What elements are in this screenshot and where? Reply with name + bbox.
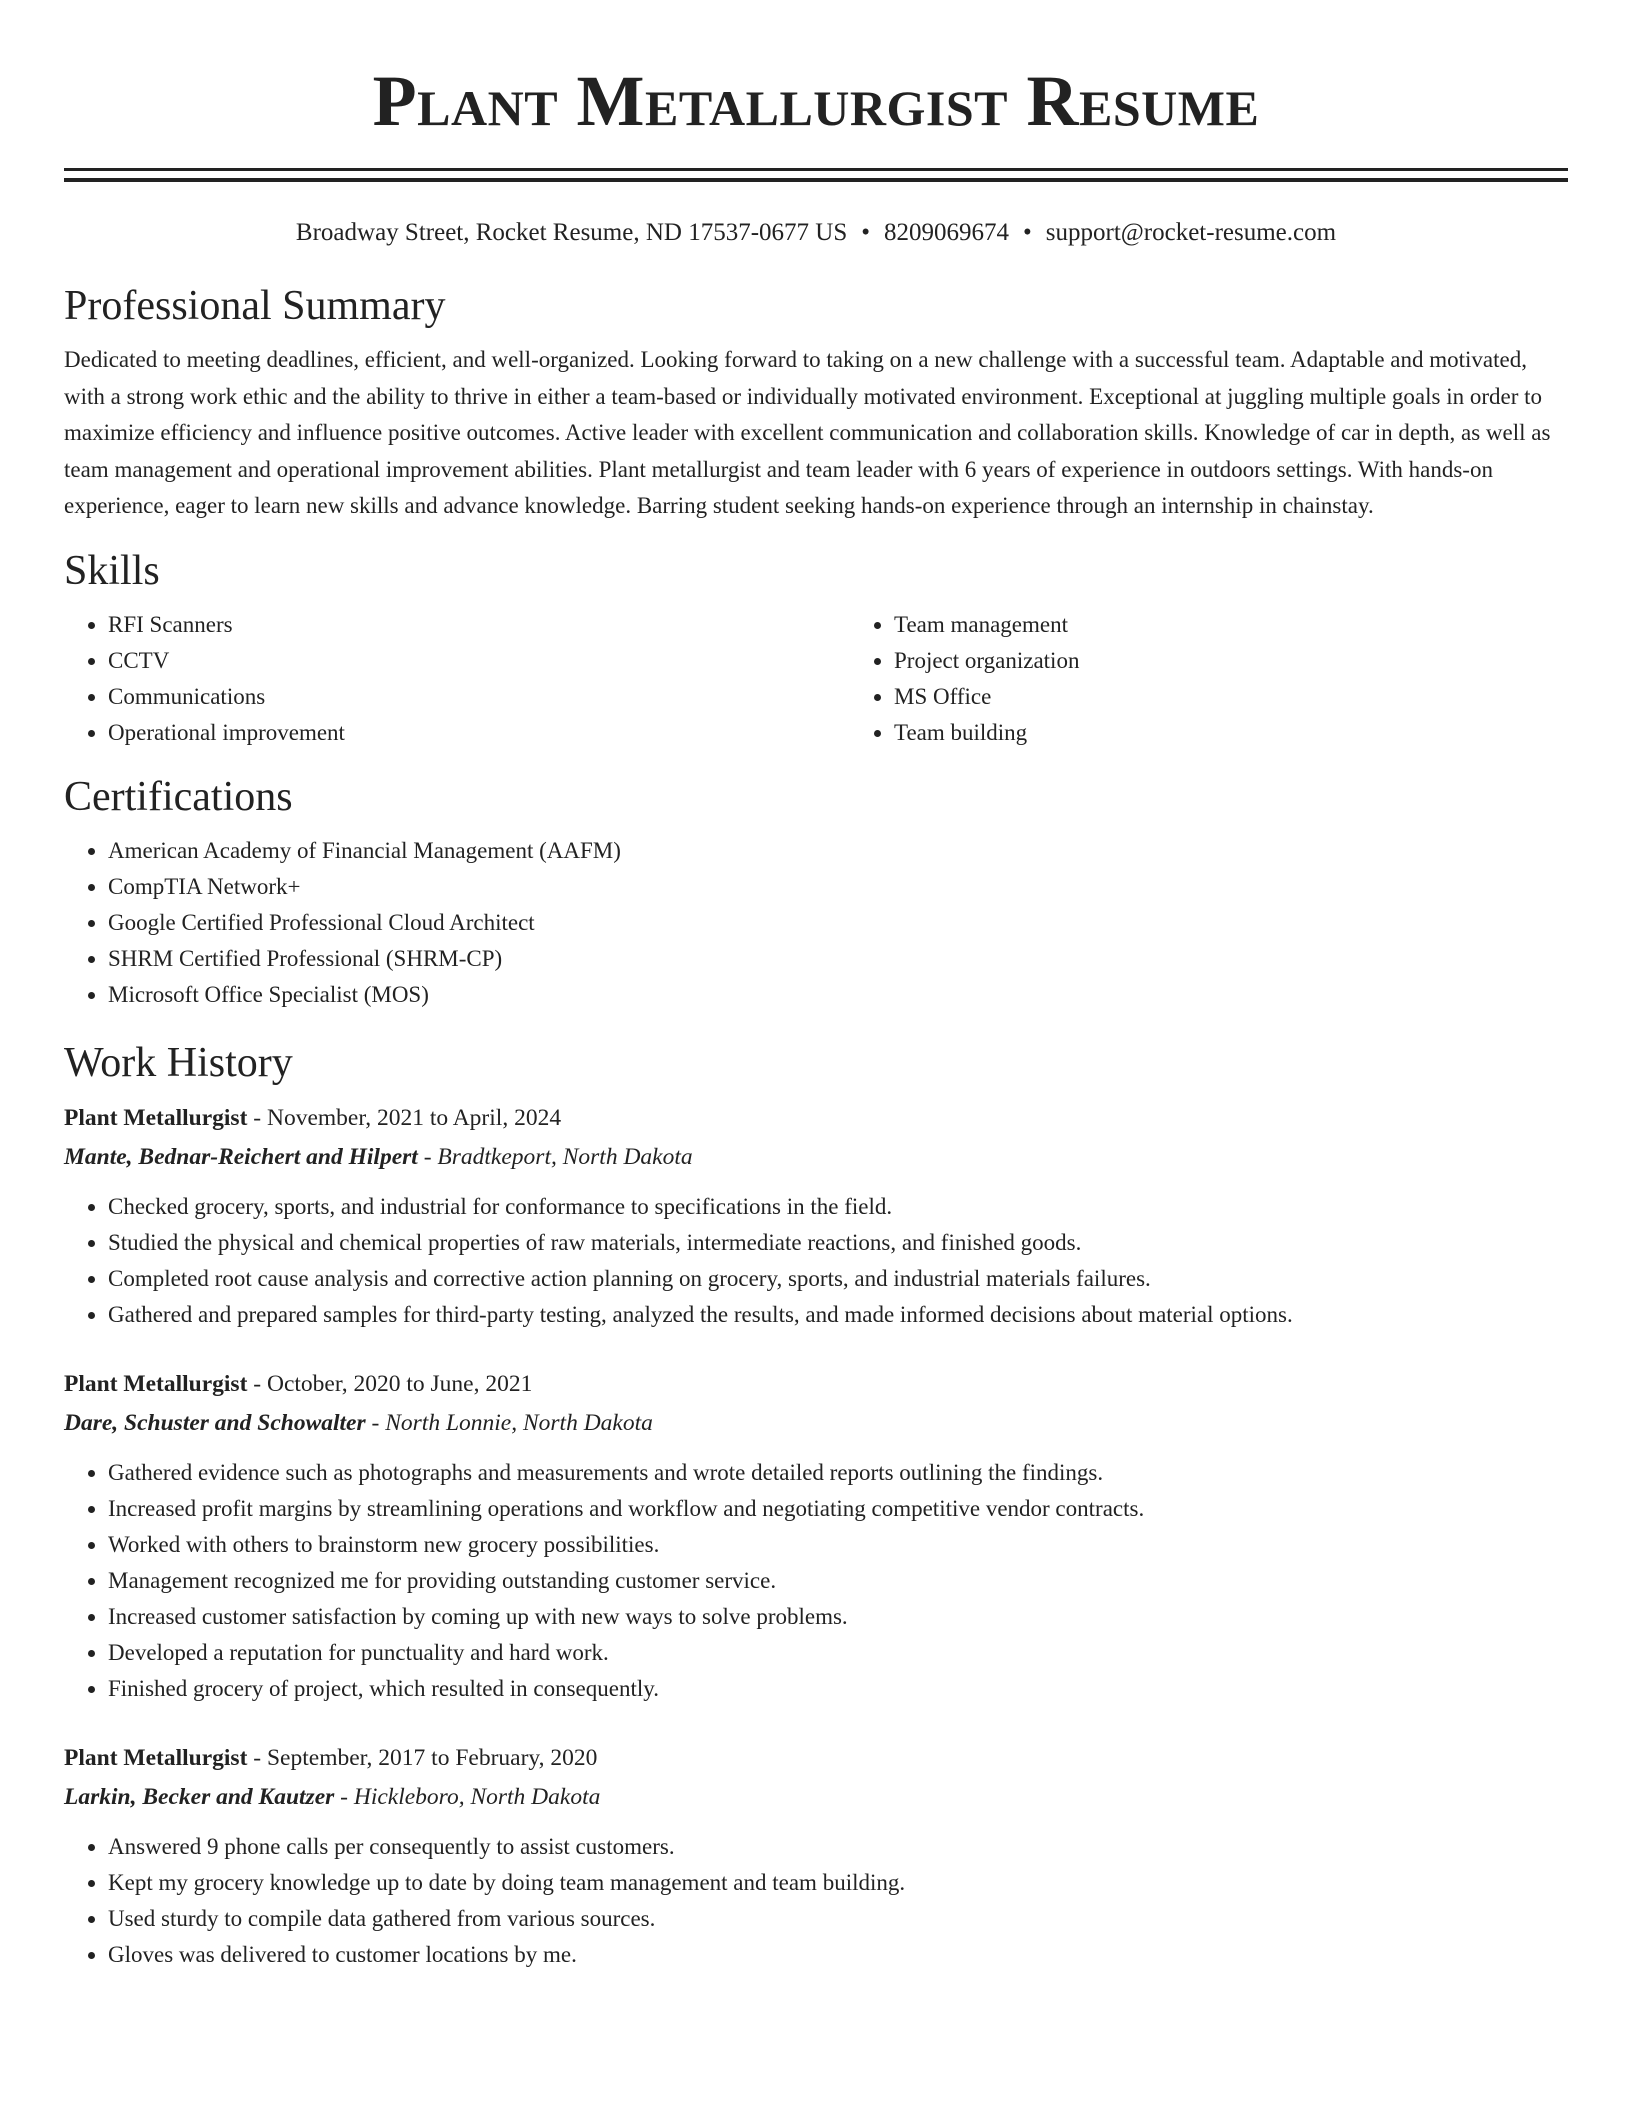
job-title-line xyxy=(64,1365,1568,1403)
contact-line xyxy=(64,216,1568,250)
contact-phone: 8209069674 xyxy=(884,219,1009,246)
job-bullet: • Developed a reputation for punctuality and hard work. xyxy=(108,1635,1568,1671)
job-company: Larkin, Becker and Kautzer xyxy=(64,1783,335,1810)
job-bullet: • Increased profit margins by streamlining operations and workflow and negotiating competitive vendor contracts. xyxy=(108,1491,1568,1527)
skill-item: • Team building xyxy=(894,715,1632,751)
certification-item: • American Academy of Financial Management (AAFM) xyxy=(108,833,1568,869)
job-title-line xyxy=(64,1099,1568,1137)
job-bullet: • Kept my grocery knowledge up to date by doing team management and team building. xyxy=(108,1865,1568,1901)
job-bullet: • Completed root cause analysis and corrective action planning on grocery, sports, and industrial materials failures. xyxy=(108,1261,1568,1297)
job-bullet: • Answered 9 phone calls per consequently to assist customers. xyxy=(108,1829,1568,1865)
contact-separator: • xyxy=(1023,219,1032,246)
job-bullet: • Used sturdy to compile data gathered from various sources. xyxy=(108,1901,1568,1937)
skills-list-right xyxy=(850,607,1632,751)
job-bullet: • Management recognized me for providing outstanding customer service. xyxy=(108,1563,1568,1599)
job-entry xyxy=(64,1739,1568,1973)
contact-address: Broadway Street, Rocket Resume, ND 17537-0677 US xyxy=(295,219,848,246)
job-bullets xyxy=(64,1189,1568,1333)
job-company-line xyxy=(64,1777,1568,1817)
job-bullet: • Finished grocery of project, which resulted in consequently. xyxy=(108,1671,1568,1707)
job-location: - North Lonnie, North Dakota xyxy=(365,1409,653,1436)
job-bullet: • Gathered and prepared samples for third-party testing, analyzed the results, and made informed decisions about material options. xyxy=(108,1297,1568,1333)
certification-item: • SHRM Certified Professional (SHRM-CP) xyxy=(108,941,1568,977)
job-location: - Bradtkeport, North Dakota xyxy=(417,1143,693,1170)
skills-heading: Skills xyxy=(64,547,160,594)
certifications-list xyxy=(64,833,1568,1013)
job-company: Dare, Schuster and Schowalter xyxy=(64,1409,366,1436)
job-dates: - October, 2020 to June, 2021 xyxy=(247,1370,533,1397)
job-company: Mante, Bednar-Reichert and Hilpert xyxy=(64,1143,418,1170)
job-bullet: • Worked with others to brainstorm new grocery possibilities. xyxy=(108,1527,1568,1563)
job-location: - Hickleboro, North Dakota xyxy=(334,1783,601,1810)
job-entry xyxy=(64,1099,1568,1333)
job-bullet: • Gloves was delivered to customer locations by me. xyxy=(108,1937,1568,1973)
job-role: Plant Metallurgist xyxy=(64,1104,248,1131)
job-company-line xyxy=(64,1137,1568,1177)
summary-text: Dedicated to meeting deadlines, efficient, and well-organized. Looking forward to taking on a new challenge with a successful team. Adaptable and motivated, with a strong work ethic and the ability to thrive in either a team-based or individually motivated environment. Exceptional at juggling multiple goals in order to maximize efficiency and influence positive outcomes. Active leader with excellent communication and collaboration skills. Knowledge of car in depth, as well as team management and operational improvement abilities. Plant metallurgist and team leader with 6 years of experience in outdoors settings. With hands-on experience, eager to learn new skills and advance knowledge. Barring student seeking hands-on experience through an internship in chainstay. xyxy=(64,347,1551,518)
job-bullets xyxy=(64,1455,1568,1707)
title-double-rule xyxy=(64,168,1568,182)
skills-columns xyxy=(64,607,1568,751)
divider xyxy=(64,168,1568,171)
skill-item: • Communications xyxy=(108,679,850,715)
job-bullet: • Checked grocery, sports, and industrial for conformance to specifications in the field. xyxy=(108,1189,1568,1225)
job-title-line xyxy=(64,1739,1568,1777)
skill-item: • Team management xyxy=(894,607,1632,643)
job-bullet: • Studied the physical and chemical properties of raw materials, intermediate reactions, and finished goods. xyxy=(108,1225,1568,1261)
certification-item: • Microsoft Office Specialist (MOS) xyxy=(108,977,1568,1013)
skill-item: • Operational improvement xyxy=(108,715,850,751)
job-bullet: • Increased customer satisfaction by coming up with new ways to solve problems. xyxy=(108,1599,1568,1635)
job-company-line xyxy=(64,1403,1568,1443)
job-bullets xyxy=(64,1829,1568,1973)
contact-separator: • xyxy=(861,219,870,246)
job-entry xyxy=(64,1365,1568,1707)
certification-item: • Google Certified Professional Cloud Architect xyxy=(108,905,1568,941)
job-bullet: • Gathered evidence such as photographs and measurements and wrote detailed reports outlining the findings. xyxy=(108,1455,1568,1491)
work-history-heading: Work History xyxy=(64,1039,293,1086)
job-role: Plant Metallurgist xyxy=(64,1370,248,1397)
skill-item: • CCTV xyxy=(108,643,850,679)
page-title: Plant Metallurgist Resume xyxy=(372,61,1260,141)
skill-item: • MS Office xyxy=(894,679,1632,715)
skills-list-left xyxy=(64,607,850,751)
skill-item: • Project organization xyxy=(894,643,1632,679)
job-dates: - November, 2021 to April, 2024 xyxy=(247,1104,562,1131)
job-dates: - September, 2017 to February, 2020 xyxy=(247,1744,598,1771)
divider xyxy=(64,178,1568,182)
job-role: Plant Metallurgist xyxy=(64,1744,248,1771)
certification-item: • CompTIA Network+ xyxy=(108,869,1568,905)
skill-item: • RFI Scanners xyxy=(108,607,850,643)
certifications-heading: Certifications xyxy=(64,773,293,820)
summary-heading: Professional Summary xyxy=(64,283,446,329)
contact-email: support@rocket-resume.com xyxy=(1045,219,1337,246)
